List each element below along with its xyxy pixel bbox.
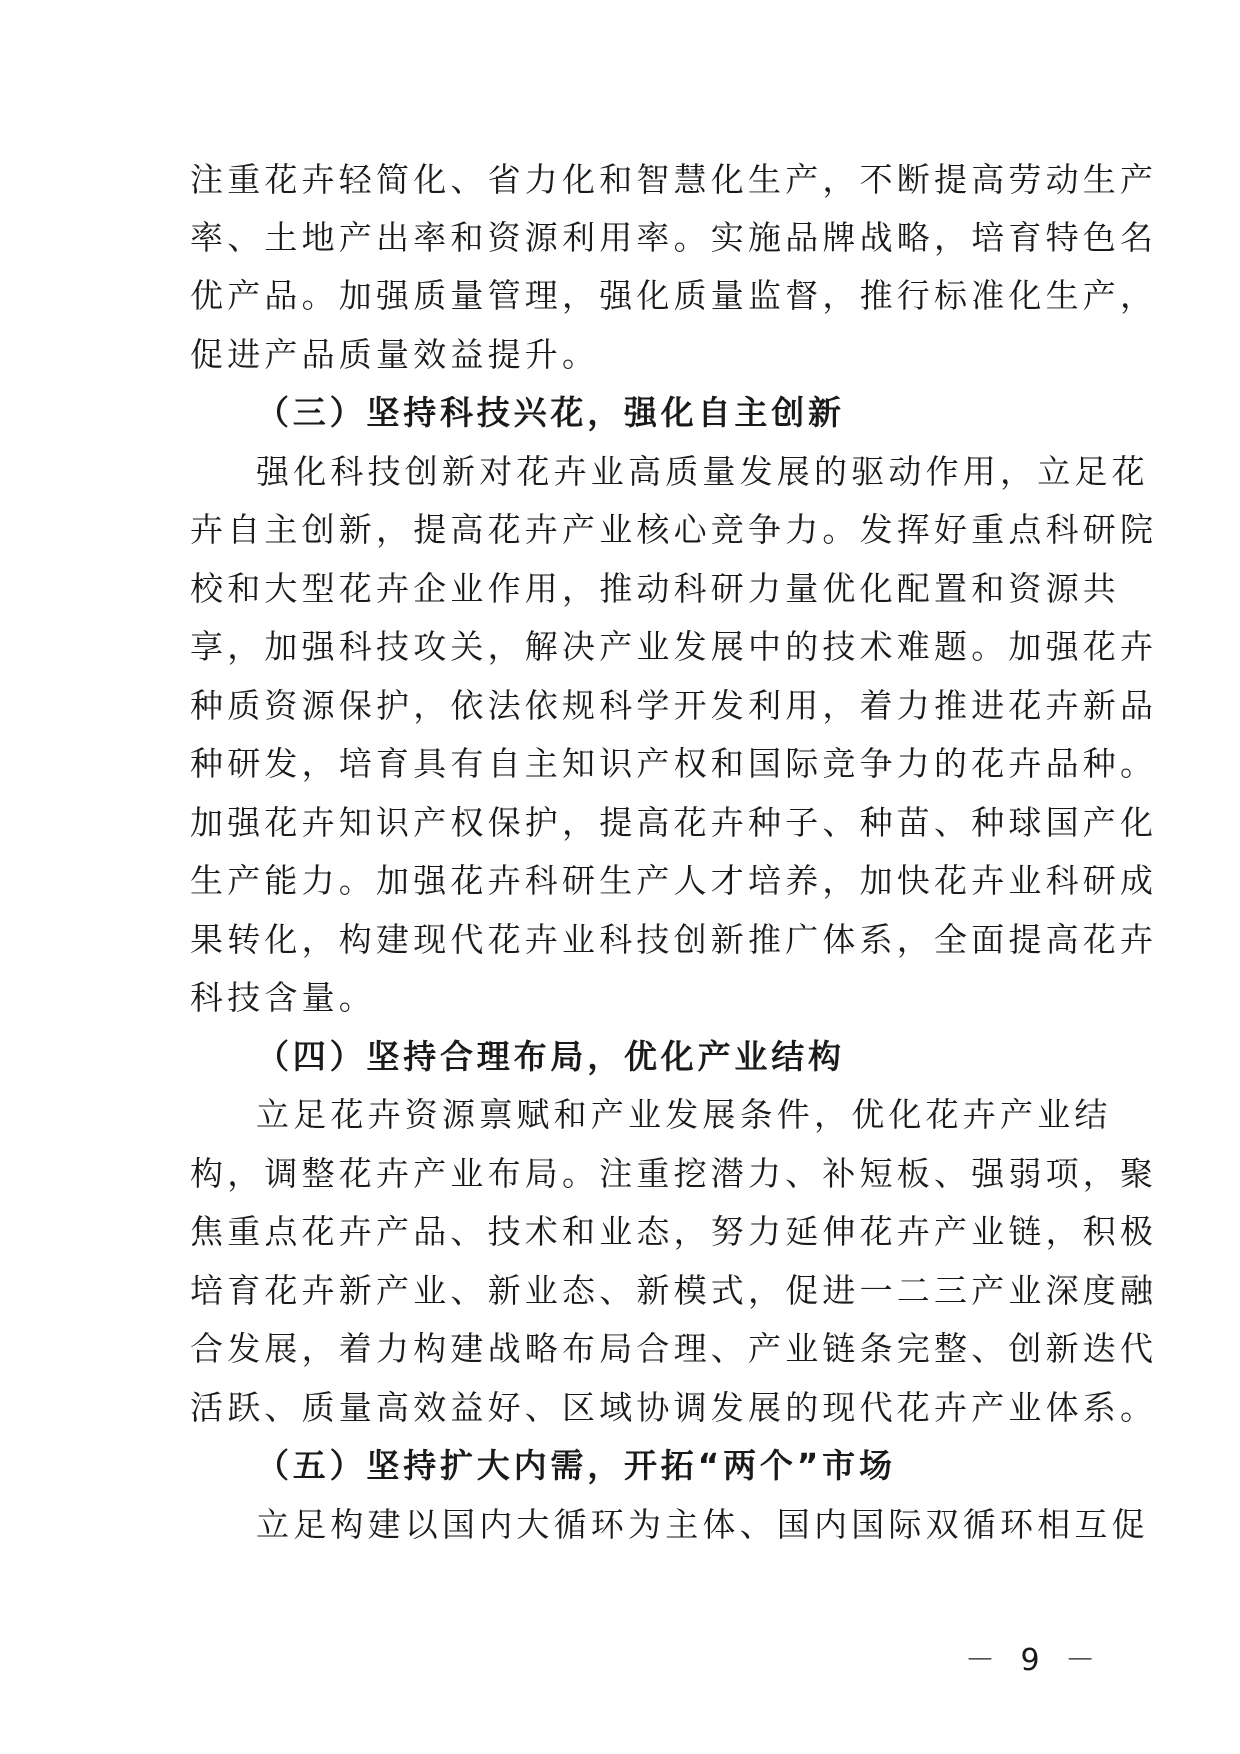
body-text-line: 活跃、质量高效益好、区域协调发展的现代花卉产业体系。: [190, 1388, 1158, 1427]
paragraph-first-line: 立足构建以国内大循环为主体、国内国际双循环相互促: [256, 1505, 1149, 1544]
body-text-line: 注重花卉轻简化、省力化和智慧化生产，不断提高劳动生产: [190, 160, 1158, 199]
body-text-line: 加强花卉知识产权保护，提高花卉种子、种苗、种球国产化: [190, 803, 1158, 842]
body-text-line: 校和大型花卉企业作用，推动科研力量优化配置和资源共: [190, 569, 1120, 608]
paragraph-first-line: 强化科技创新对花卉业高质量发展的驱动作用，立足花: [256, 452, 1149, 491]
body-text-line: 优产品。加强质量管理，强化质量监督，推行标准化生产，: [190, 276, 1158, 315]
body-text-line: 合发展，着力构建战略布局合理、产业链条完整、创新迭代: [190, 1329, 1158, 1368]
body-text-line: 率、土地产出率和资源利用率。实施品牌战略，培育特色名: [190, 218, 1158, 257]
body-text-line: 培育花卉新产业、新业态、新模式，促进一二三产业深度融: [190, 1271, 1158, 1310]
paragraph-first-line: 立足花卉资源禀赋和产业发展条件，优化花卉产业结: [256, 1095, 1112, 1134]
body-text-line: 种研发，培育具有自主知识产权和国际竞争力的花卉品种。: [190, 744, 1158, 783]
body-text-line: 卉自主创新，提高花卉产业核心竞争力。发挥好重点科研院: [190, 510, 1158, 549]
section-heading-3: （三）坚持科技兴花，强化自主创新: [256, 393, 845, 432]
body-text-line: 科技含量。: [190, 978, 376, 1017]
body-text-line: 生产能力。加强花卉科研生产人才培养，加快花卉业科研成: [190, 861, 1158, 900]
body-text-line: 促进产品质量效益提升。: [190, 335, 600, 374]
section-heading-5: （五）坚持扩大内需，开拓“两个”市场: [256, 1446, 896, 1485]
body-text-line: 享，加强科技攻关，解决产业发展中的技术难题。加强花卉: [190, 627, 1158, 666]
body-text-line: 焦重点花卉产品、技术和业态，努力延伸花卉产业链，积极: [190, 1212, 1158, 1251]
body-text-line: 种质资源保护，依法依规科学开发利用，着力推进花卉新品: [190, 686, 1158, 725]
page-number: － 9 －: [965, 1643, 1104, 1678]
body-text-line: 构，调整花卉产业布局。注重挖潜力、补短板、强弱项，聚: [190, 1154, 1158, 1193]
section-heading-4: （四）坚持合理布局，优化产业结构: [256, 1037, 845, 1076]
body-text-line: 果转化，构建现代花卉业科技创新推广体系，全面提高花卉: [190, 920, 1158, 959]
